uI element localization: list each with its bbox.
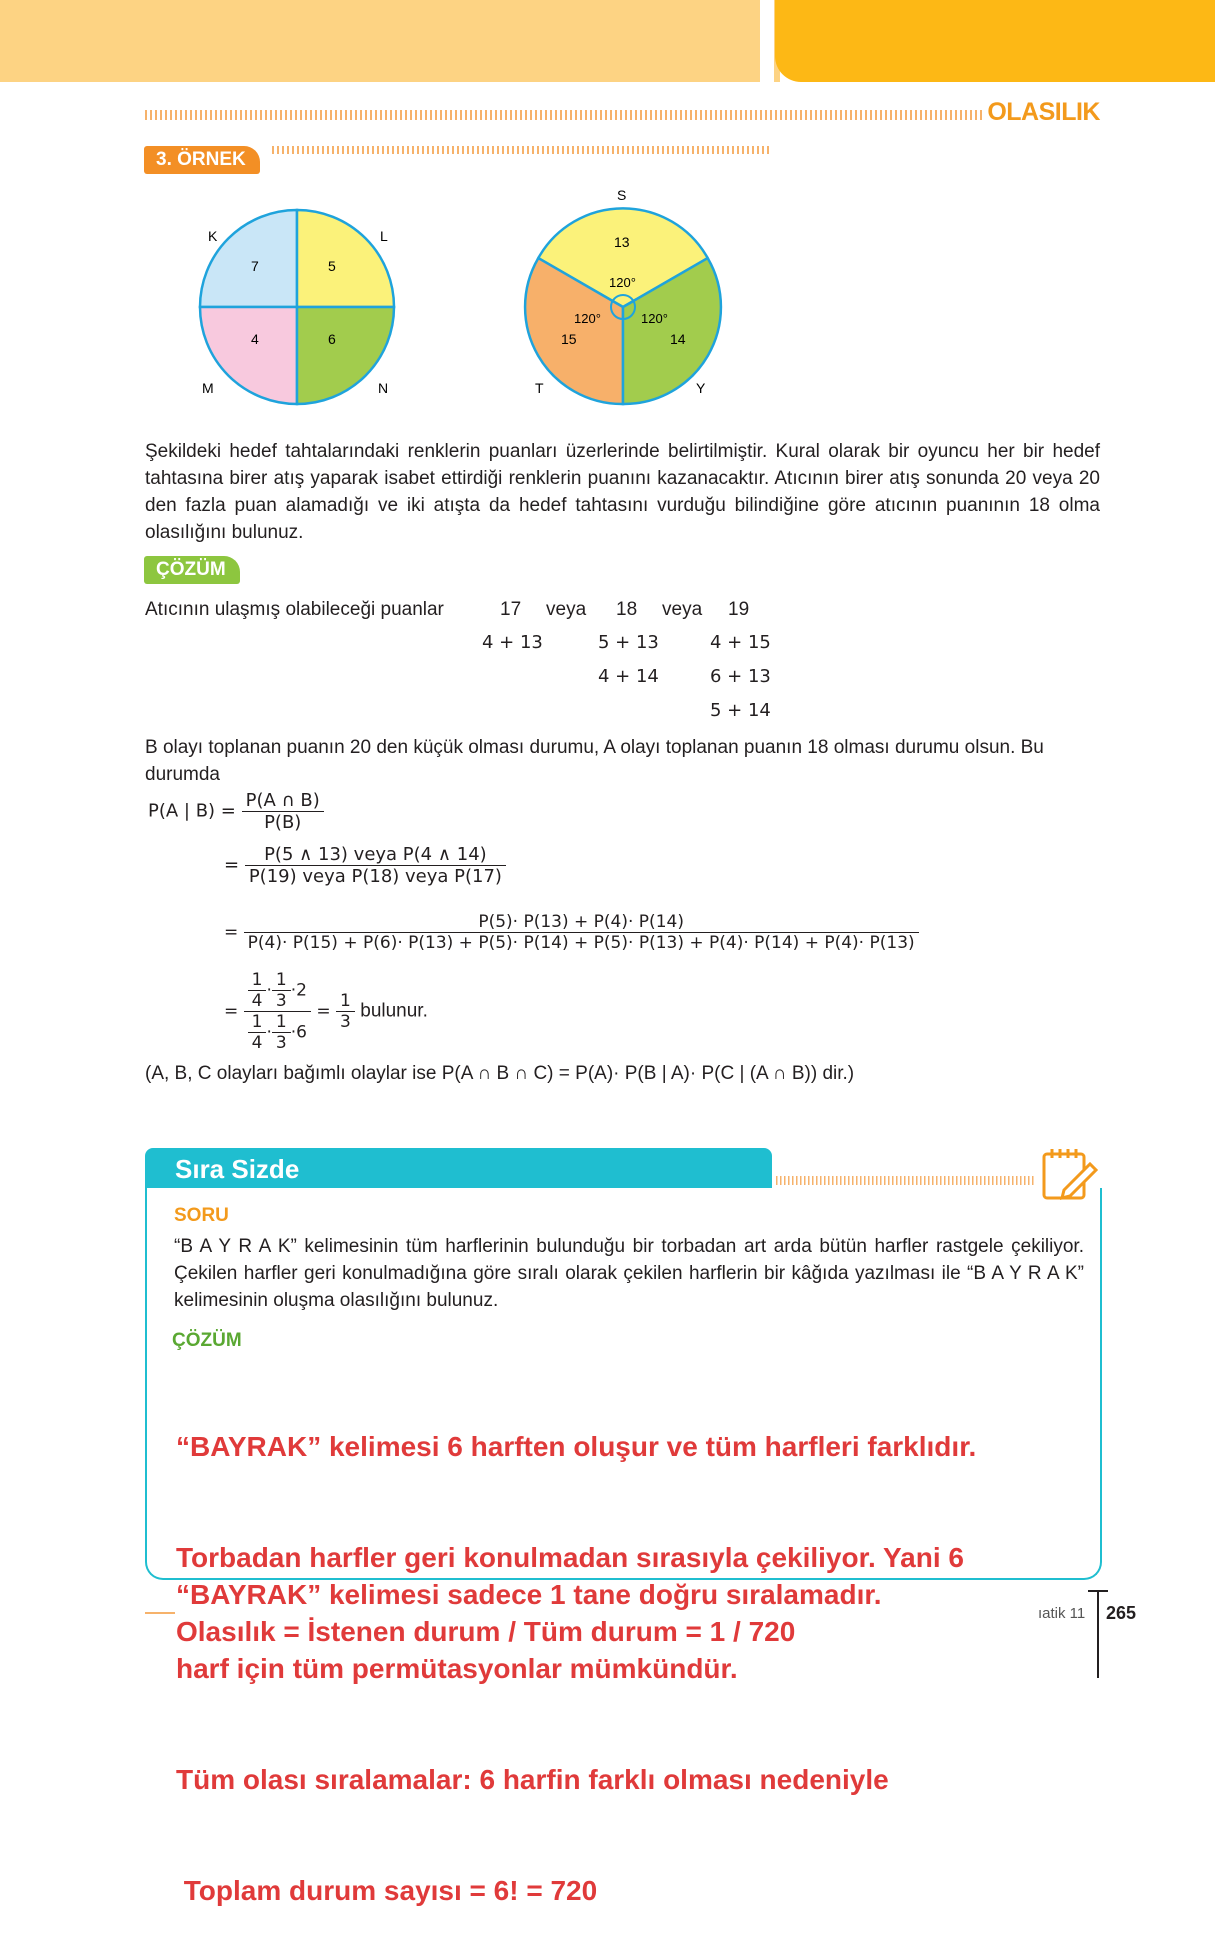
board2-angle-right: 120° — [641, 311, 668, 326]
target-board-three — [525, 187, 721, 404]
events-definition: B olayı toplanan puanın 20 den küçük olması durumu, A olayı toplanan puanın 18 olması durumu olsun. Bu durumda — [145, 737, 1044, 785]
board1-label-m: M — [202, 380, 214, 396]
board1-sector-k — [200, 210, 297, 307]
eq4-den-frac-a — [248, 1012, 267, 1053]
board2-label-t: T — [535, 380, 544, 396]
sum-19-c: 5 + 14 — [710, 700, 771, 721]
example-tag: 3. ÖRNEK — [144, 146, 260, 174]
board2-angle-left: 120° — [574, 311, 601, 326]
header-bar-right — [775, 0, 1215, 82]
eq4-c-top: 1 — [248, 1012, 267, 1033]
eq4-dot-1: · — [266, 980, 272, 1001]
footer-divider — [1097, 1590, 1099, 1678]
eq4-word: bulunur. — [360, 1000, 428, 1022]
solution-tag: ÇÖZÜM — [144, 556, 240, 584]
eq4-two: 2 — [296, 980, 307, 1001]
eq4-dot-3: · — [266, 1022, 272, 1043]
answer-line-1: “BAYRAK” kelimesi 6 harften oluşur ve tüm harfleri farklıdır. — [176, 1431, 977, 1462]
eq2-sign: = — [224, 854, 240, 876]
eq4-den-frac-b — [272, 1012, 291, 1053]
eq4-c-bottom: 4 — [251, 1033, 263, 1053]
eq3-fraction — [244, 912, 919, 953]
eq2-fraction — [245, 844, 506, 887]
answer-line-2: Torbadan harfler geri konulmadan sırasıyla çekiliyor. Yani 6 — [176, 1542, 964, 1573]
answer-block-2 — [176, 1576, 881, 1650]
eq4-a-bottom: 4 — [251, 991, 263, 1011]
cozum-label: ÇÖZÜM — [172, 1330, 242, 1351]
sum-18-b: 4 + 14 — [598, 666, 659, 687]
veya-2: veya — [662, 599, 703, 620]
eq1-lhs: P(A | B) = — [148, 800, 236, 822]
sum-19-b: 6 + 13 — [710, 666, 771, 687]
board2-value-s: 13 — [614, 234, 630, 250]
eq4-a-top: 1 — [248, 970, 267, 991]
target-board-four — [200, 210, 394, 404]
board1-value-m: 4 — [251, 331, 259, 347]
board1-sector-l — [297, 210, 394, 307]
veya-1: veya — [546, 599, 587, 620]
header-bar-left — [0, 0, 780, 82]
total-18: 18 — [616, 599, 638, 620]
board2-angle-top: 120° — [609, 275, 636, 290]
sum-19-a: 4 + 15 — [710, 632, 771, 653]
board1-value-k: 7 — [251, 258, 259, 274]
header-divider — [760, 0, 774, 82]
eq4-b-top: 1 — [272, 970, 291, 991]
eq4-six: 6 — [296, 1022, 307, 1043]
eq4-d-top: 1 — [272, 1012, 291, 1033]
target-boards-figure — [150, 180, 770, 410]
eq1-numerator: P(A ∩ B) — [242, 790, 324, 812]
chapter-tick-line — [145, 110, 983, 120]
board2-value-y: 14 — [670, 331, 686, 347]
eq1-fraction — [242, 790, 324, 833]
sum-17-a: 4 + 13 — [482, 632, 543, 653]
answer-block-1 — [176, 1354, 976, 1946]
total-19: 19 — [728, 599, 750, 620]
eq4-b-bottom: 3 — [275, 991, 287, 1011]
board2-label-s: S — [617, 187, 627, 203]
eq4-result-sign: = — [316, 1001, 331, 1022]
dependent-events-note: (A, B, C olayları bağımlı olaylar ise P(A ∩ B ∩ C) = P(A)· P(B | A)· P(C | (A ∩ B)) dir.) — [145, 1063, 855, 1084]
board1-label-k: K — [208, 228, 218, 244]
equation-4 — [224, 970, 428, 1053]
answer-line-5: Toplam durum sayısı = 6! = 720 — [176, 1875, 598, 1906]
page-number: 265 — [1106, 1603, 1137, 1623]
eq4-dot-4: · — [290, 1022, 297, 1043]
eq4-d-bottom: 3 — [275, 1033, 287, 1053]
eq4-result-num: 1 — [336, 991, 355, 1012]
eq4-denominator — [244, 1012, 311, 1053]
total-17: 17 — [500, 599, 522, 620]
chapter-title: OLASILIK — [987, 98, 1100, 126]
footer-rule — [145, 1612, 175, 1614]
board1-sector-m — [200, 307, 297, 404]
soru-text: “B A Y R A K” kelimesinin tüm harflerinin bulunduğu bir torbadan art arda bütün harfler rastgele çekiliyor. Çekilen harfler geri konulmadığına göre sıralı olarak çekilen harflerin bir kâğıda yazılması ile “B A Y R A K” kelimesinin oluşma olasılığını bulunuz. — [174, 1236, 1084, 1311]
answer-line-4: Tüm olası sıralamalar: 6 harfin farklı olması nedeniyle — [176, 1764, 889, 1795]
equation-1 — [148, 790, 324, 833]
eq4-num-frac-a — [248, 970, 267, 1011]
board1-value-n: 6 — [328, 331, 336, 347]
answer-line-6: “BAYRAK” kelimesi sadece 1 tane doğru sıralamadır. — [176, 1579, 882, 1610]
footer-divider-cap — [1088, 1590, 1108, 1592]
eq4-dot-2: · — [290, 980, 297, 1001]
sira-sizde-title: Sıra Sizde — [175, 1154, 300, 1184]
sira-sizde-tick-line — [776, 1176, 1036, 1185]
board1-label-n: N — [378, 380, 389, 396]
eq2-numerator: P(5 ∧ 13) veya P(4 ∧ 14) — [245, 844, 506, 866]
board2-value-t: 15 — [561, 331, 577, 347]
sum-18-a: 5 + 13 — [598, 632, 659, 653]
answer-line-3: harf için tüm permütasyonlar mümkündür. — [176, 1653, 738, 1684]
eq3-denominator: P(4)· P(15) + P(6)· P(13) + P(5)· P(14) + P(5)· P(13) + P(4)· P(14) + P(4)· P(13) — [247, 933, 915, 953]
answer-line-7: Olasılık = İstenen durum / Tüm durum = 1 / 720 — [176, 1616, 796, 1647]
eq4-numerator — [244, 970, 311, 1012]
eq4-num-frac-b — [272, 970, 291, 1011]
eq3-sign: = — [224, 922, 239, 943]
solution-intro: Atıcının ulaşmış olabileceği puanlar — [145, 599, 444, 620]
eq3-numerator: P(5)· P(13) + P(4)· P(14) — [244, 912, 919, 933]
equation-2 — [224, 844, 506, 887]
example-tick-line — [272, 146, 772, 154]
soru-label: SORU — [174, 1205, 229, 1226]
board2-label-y: Y — [696, 380, 706, 396]
eq4-sign: = — [224, 1001, 239, 1022]
board1-value-l: 5 — [328, 258, 336, 274]
equation-3 — [224, 912, 919, 953]
eq2-denominator: P(19) veya P(18) veya P(17) — [248, 866, 502, 887]
eq4-result-den: 3 — [340, 1012, 351, 1032]
eq1-denominator: P(B) — [264, 812, 302, 833]
eq4-result-fraction — [336, 991, 355, 1032]
example-paragraph: Şekildeki hedef tahtalarındaki renklerin puanları üzerlerinde belirtilmiştir. Kural olarak bir oyuncu her bir hedef tahtasına birer atış yaparak isabet ettirdiği renklerin puanını kazanacaktır. Atıcının birer atış sonunda 20 veya 20 den fazla puan alamadığı ve iki atışta da hedef tahtasını vurduğu bilindiğine göre atıcının puanının 18 olma olasılığını bulunuz. — [145, 441, 1100, 543]
board1-label-l: L — [380, 228, 388, 244]
footer-book: ıatik 11 — [1038, 1605, 1086, 1622]
eq4-big-fraction — [244, 970, 311, 1053]
